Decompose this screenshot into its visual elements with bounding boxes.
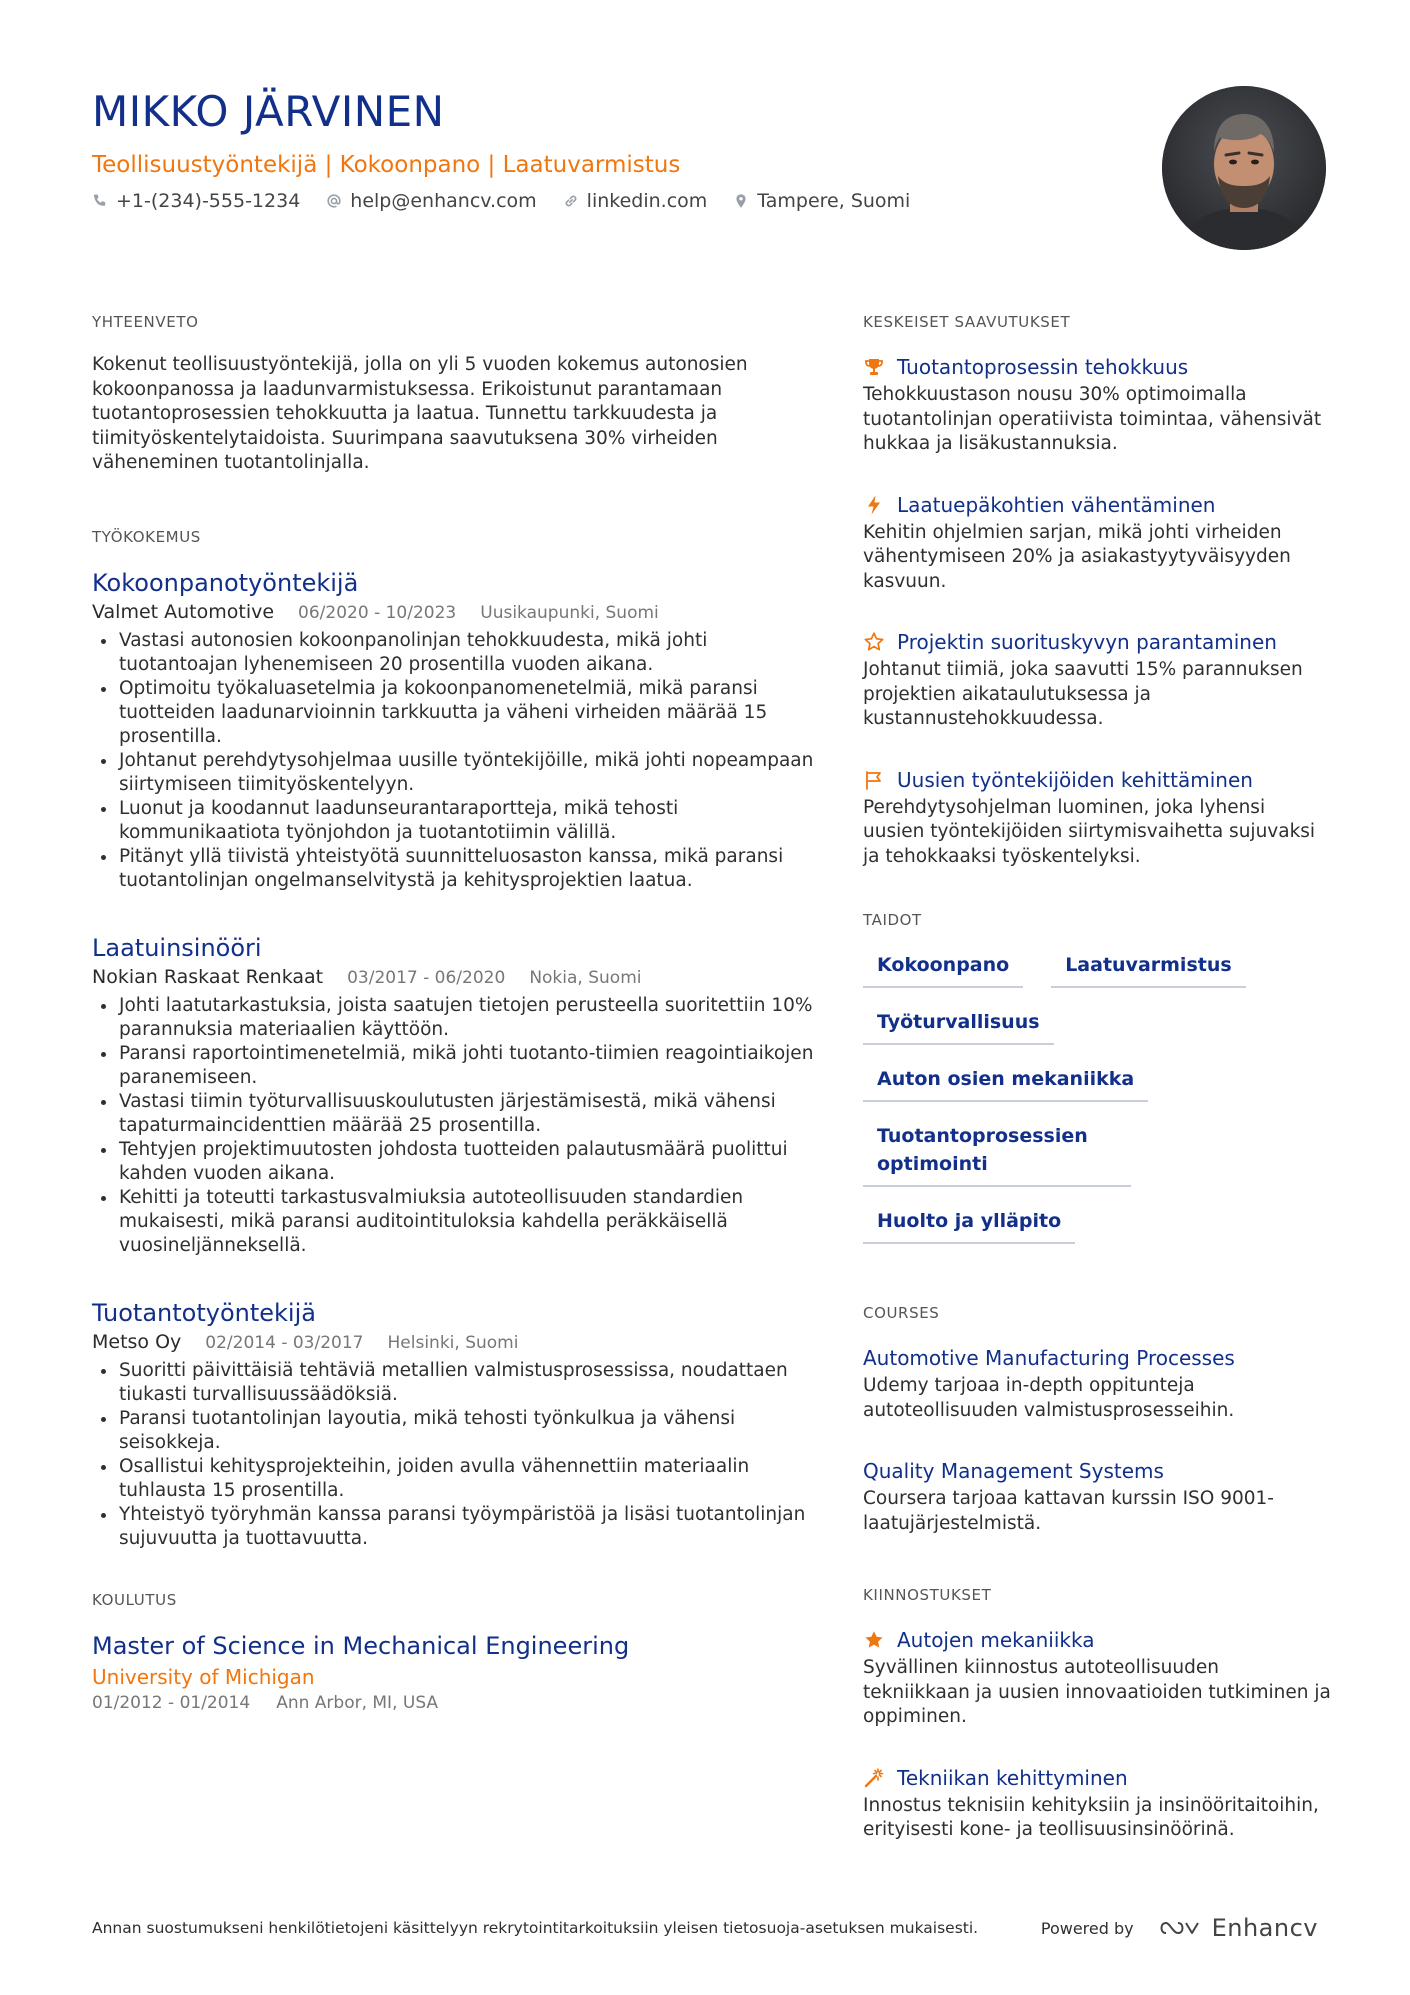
job-bullet: Tehtyjen projektimuutosten johdosta tuotteiden palautusmäärä puolittui kahden vuoden aikana.: [92, 1138, 822, 1186]
interests-section: [863, 1586, 1331, 1843]
skill-tag: Laatuvarmistus: [1051, 951, 1245, 988]
candidate-tagline: Teollisuustyöntekijä | Kokoonpano | Laatuvarmistus: [92, 152, 681, 178]
achievement-item: [863, 628, 1331, 732]
job-bullets: [92, 1359, 822, 1551]
skill-tag: Kokoonpano: [863, 951, 1023, 988]
achievement-desc: Perehdytysohjelman luominen, joka lyhensi uusien työntekijöiden siirtymisvaihetta sujuvaksi ja tehokkaaksi työskentelyksi.: [863, 796, 1316, 867]
interest-head: [863, 1626, 1331, 1654]
summary-section: [92, 313, 822, 476]
location-pin-icon: [733, 193, 749, 209]
experience-section: [92, 528, 822, 1551]
star-outline-icon: [863, 631, 885, 653]
achievement-title: Tuotantoprosessin tehokkuus: [897, 355, 1189, 379]
job-bullet: Suoritti päivittäisiä tehtäviä metallien valmistusprosessissa, noudattaen tiukasti turvallisuussäädöksiä.: [92, 1359, 822, 1407]
experience-heading: TYÖKOKEMUS: [92, 527, 201, 546]
page-footer: [92, 1914, 1318, 1942]
location-text: Tampere, Suomi: [757, 190, 911, 212]
interests-heading: KIINNOSTUKSET: [863, 1586, 992, 1604]
job-bullet: Vastasi tiimin työturvallisuuskoulutusten järjestämisestä, mikä vähensi tapaturmaincidenttien määrää 25 prosentilla.: [92, 1090, 822, 1138]
education-school: University of Michigan: [92, 1664, 315, 1689]
job-bullets: [92, 629, 822, 893]
candidate-name: MIKKO JÄRVINEN: [92, 87, 445, 136]
job-bullet: Paransi raportointimenetelmiä, mikä johti tuotanto-tiimien reagointiaikojen paranemiseen.: [92, 1042, 822, 1090]
email-text: help@enhancv.com: [350, 190, 537, 212]
skills-list: [863, 951, 1331, 1244]
right-column: [863, 313, 1331, 1895]
achievement-head: [863, 628, 1331, 656]
brand-name: Enhancv: [1211, 1914, 1318, 1942]
achievement-item: [863, 766, 1331, 870]
flag-icon: [863, 769, 885, 791]
star-filled-icon: [863, 1629, 885, 1651]
job-meta: [92, 600, 822, 625]
achievement-desc: Kehitin ohjelmien sarjan, mikä johti virheiden vähentymiseen 20% ja asiakastyytyväisyyden kasvuun.: [863, 521, 1291, 592]
job-meta: [92, 1330, 822, 1355]
job-bullet: Pitänyt yllä tiivistä yhteistyötä suunnitteluosaston kanssa, mikä paransi tuotantolinjan ongelmanselvitystä ja kehitysprojektien laatua.: [92, 845, 822, 893]
enhancv-logo-icon: [1160, 1917, 1204, 1939]
magic-wand-icon: [863, 1767, 885, 1789]
contact-email[interactable]: [326, 190, 536, 212]
course-title: Automotive Manufacturing Processes: [863, 1346, 1235, 1370]
achievement-head: [863, 353, 1331, 381]
interest-head: [863, 1764, 1331, 1792]
interest-item: [863, 1626, 1331, 1730]
skills-heading: TAIDOT: [863, 911, 922, 929]
linkedin-text: linkedin.com: [586, 190, 708, 212]
skill-tag: Työturvallisuus: [863, 1008, 1054, 1045]
job-dates: 02/2014 - 03/2017: [205, 1332, 364, 1353]
education-dates: 01/2012 - 01/2014: [92, 1692, 251, 1713]
job-title: Tuotantotyöntekijä: [92, 1298, 316, 1327]
contact-phone[interactable]: [92, 190, 300, 212]
lightning-icon: [863, 494, 885, 516]
achievement-head: [863, 491, 1331, 519]
course-desc: Udemy tarjoaa in-depth oppitunteja autoteollisuuden valmistusprosesseihin.: [863, 1375, 1235, 1421]
job-company: Nokian Raskaat Renkaat: [92, 965, 324, 988]
job-bullet: Johtanut perehdytysohjelmaa uusille työntekijöille, mikä johti nopeampaan siirtymiseen tiimityöskentelyyn.: [92, 749, 822, 797]
link-icon: [563, 193, 579, 209]
achievement-desc: Tehokkuustason nousu 30% optimoimalla tuotantolinjan operatiivista toimintaa, vähensivät hukkaa ja lisäkustannuksia.: [863, 384, 1322, 454]
education-degree: Master of Science in Mechanical Engineering: [92, 1631, 630, 1660]
skill-tag: Huolto ja ylläpito: [863, 1207, 1075, 1244]
job-title: Kokoonpanotyöntekijä: [92, 568, 359, 597]
contact-linkedin[interactable]: [563, 190, 708, 212]
interest-desc: Innostus teknisiin kehityksiin ja insinööritaitoihin, erityisesti kone- ja teollisuusinsinöörinä.: [863, 1794, 1319, 1840]
phone-icon: [92, 193, 108, 209]
achievement-head: [863, 766, 1331, 794]
job-location: Uusikaupunki, Suomi: [480, 602, 659, 623]
courses-heading: COURSES: [863, 1304, 940, 1322]
achievement-title: Laatuepäkohtien vähentäminen: [897, 492, 1216, 517]
interest-title: Autojen mekaniikka: [897, 1628, 1095, 1652]
course-desc: Coursera tarjoaa kattavan kurssin ISO 9001-laatujärjestelmistä.: [863, 1488, 1274, 1534]
job-entry: [92, 1298, 822, 1551]
skill-tag: Tuotantoprosessien optimointi: [863, 1122, 1131, 1187]
job-entry: [92, 933, 822, 1258]
brand-logo[interactable]: [1160, 1914, 1318, 1942]
job-title: Laatuinsinööri: [92, 933, 262, 962]
phone-text: +1-(234)-555-1234: [116, 190, 301, 212]
achievements-heading: KESKEISET SAAVUTUKSET: [863, 313, 1071, 331]
achievement-title: Uusien työntekijöiden kehittäminen: [897, 767, 1253, 792]
consent-text: Annan suostumukseni henkilötietojeni käsittelyyn rekrytointitarkoituksiin yleisen tietosuoja-asetuksen mukaisesti.: [92, 1919, 979, 1937]
job-location: Nokia, Suomi: [529, 967, 642, 988]
at-sign-icon: [326, 193, 342, 209]
education-location: Ann Arbor, MI, USA: [276, 1692, 439, 1713]
education-section: [92, 1591, 822, 1715]
job-company: Metso Oy: [92, 1330, 182, 1353]
job-bullet: Johti laatutarkastuksia, joista saatujen tietojen perusteella suoritettiin 10% parannuksia materiaalien käyttöön.: [92, 994, 822, 1042]
job-meta: [92, 965, 822, 990]
course-item: [863, 1344, 1331, 1423]
education-heading: KOULUTUS: [92, 1590, 177, 1609]
job-bullet: Kehitti ja toteutti tarkastusvalmiuksia autoteollisuuden standardien mukaisesti, mikä paransi auditointituloksia kahdella peräkkäisellä vuosineljänneksellä.: [92, 1186, 822, 1258]
job-entry: [92, 568, 822, 893]
course-item: [863, 1457, 1331, 1536]
education-meta: [92, 1691, 822, 1715]
trophy-icon: [863, 356, 885, 378]
job-bullet: Vastasi autonosien kokoonpanolinjan tehokkuudesta, mikä johti tuotantoajan lyhenemiseen 20 prosentilla vuoden aikana.: [92, 629, 822, 677]
courses-section: [863, 1304, 1331, 1536]
interest-desc: Syvällinen kiinnostus autoteollisuuden tekniikkaan ja uusien innovaatioiden tutkiminen ja oppiminen.: [863, 1657, 1331, 1727]
achievement-item: [863, 353, 1331, 457]
job-bullet: Yhteistyö työryhmän kanssa paransi työympäristöä ja lisäsi tuotantolinjan sujuvuutta ja tuottavuutta.: [92, 1503, 822, 1551]
avatar: [1162, 86, 1326, 250]
achievement-title: Projektin suorituskyvyn parantaminen: [897, 630, 1277, 654]
powered-by-label: Powered by: [1040, 1918, 1134, 1938]
powered-by: [1041, 1914, 1318, 1942]
job-bullet: Optimoitu työkaluasetelmia ja kokoonpanomenetelmiä, mikä paransi tuotteiden laadunarvioinnin tarkkuutta ja väheni virheiden määrää 15 prosentilla.: [92, 677, 822, 749]
skills-section: [863, 911, 1331, 1244]
contact-location: [733, 190, 910, 212]
contact-row: [92, 190, 1152, 212]
interest-item: [863, 1764, 1331, 1843]
job-bullet: Osallistui kehitysprojekteihin, joiden avulla vähennettiin materiaalin tuhlausta 15 prosentilla.: [92, 1455, 822, 1503]
left-column: [92, 313, 822, 1767]
summary-heading: YHTEENVETO: [92, 313, 199, 331]
job-company: Valmet Automotive: [92, 600, 275, 623]
job-bullet: Paransi tuotantolinjan layoutia, mikä tehosti työnkulkua ja vähensi seisokkeja.: [92, 1407, 822, 1455]
summary-text: Kokenut teollisuustyöntekijä, jolla on yli 5 vuoden kokemus autonosien kokoonpanossa ja laadunvarmistuksessa. Erikoistunut parantamaan tuotantoprosessien tehokkuutta ja laatua. Tunnettu tarkkuudesta ja tiimityöskentelytaidoista. Suurimpana saavutuksena 30% virheiden väheneminen tuotantolinjalla.: [92, 354, 748, 473]
achievement-item: [863, 491, 1331, 595]
skill-tag: Auton osien mekaniikka: [863, 1065, 1148, 1102]
course-title: Quality Management Systems: [863, 1459, 1164, 1483]
job-bullets: [92, 994, 822, 1258]
job-bullet: Luonut ja koodannut laadunseurantaraportteja, mikä tehosti kommunikaatiota työnjohdon ja tuotantotiimin välillä.: [92, 797, 822, 845]
interest-title: Tekniikan kehittyminen: [897, 1765, 1128, 1790]
job-dates: 03/2017 - 06/2020: [347, 967, 506, 988]
job-location: Helsinki, Suomi: [387, 1332, 519, 1353]
avatar-photo: [1162, 86, 1326, 250]
achievements-section: [863, 313, 1331, 869]
resume-header: [92, 86, 1152, 212]
job-dates: 06/2020 - 10/2023: [298, 602, 457, 623]
achievement-desc: Johtanut tiimiä, joka saavutti 15% parannuksen projektien aikataulutuksessa ja kustannustehokkuudessa.: [863, 659, 1303, 729]
